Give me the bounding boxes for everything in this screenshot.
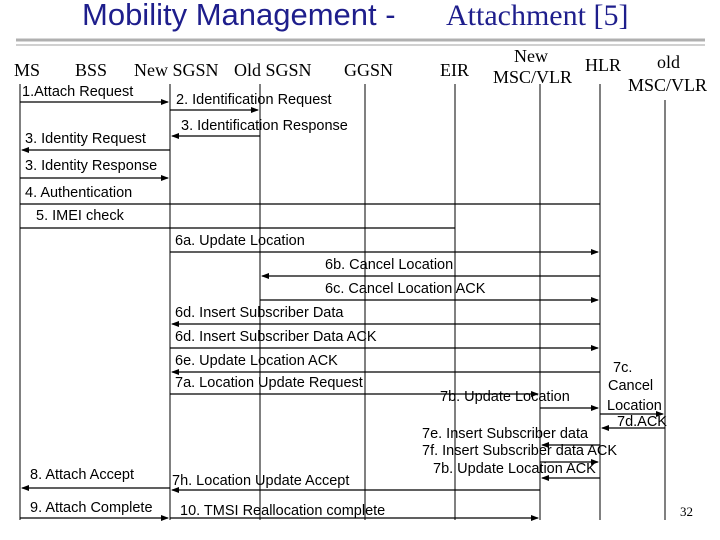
msg-location-update-accept: 7h. Location Update Accept [172,473,350,489]
entity-new-sgsn: New SGSN [134,60,219,80]
msg-insert-subscriber-data: 6d. Insert Subscriber Data [175,305,344,321]
msg-attach-complete: 9. Attach Complete [30,500,153,516]
msg-authentication: 4. Authentication [25,185,133,201]
slide-subtitle: Attachment [5] [446,0,629,32]
msg-cancel-location-7c-line2: Cancel [608,378,654,394]
msg-cancel-location-ack: 6c. Cancel Location ACK [325,281,486,297]
msg-imei-check: 5. IMEI check [36,208,124,224]
msg-insert-subscriber-data-vlr: 7e. Insert Subscriber data [422,426,589,442]
entity-new-msc-vlr-line1: New [514,46,548,66]
msg-insert-subscriber-data-ack: 6d. Insert Subscriber Data ACK [175,329,377,345]
msg-location-update-request: 7a. Location Update Request [175,375,363,391]
msg-insert-subscriber-data-vlr-ack: 7f. Insert Subscriber data ACK [422,443,618,459]
entity-eir: EIR [440,60,469,80]
entity-ggsn: GGSN [344,60,394,80]
msg-identification-request: 2. Identification Request [176,92,332,108]
msg-old-vlr-ack: 7d.ACK [617,414,667,430]
entity-old-sgsn: Old SGSN [234,60,312,80]
msg-update-location: 6a. Update Location [175,233,305,249]
msg-attach-request: 1.Attach Request [22,84,134,100]
entity-old-msc-vlr-line2: MSC/VLR [628,75,708,95]
slide-title: Mobility Management - [82,0,396,32]
msg-cancel-location-7c-line3: Location [607,398,662,414]
msg-identity-request: 3. Identity Request [25,131,146,147]
msg-cancel-location-7c-line1: 7c. [613,360,633,376]
msg-identity-response: 3. Identity Response [25,158,158,174]
msg-cancel-location: 6b. Cancel Location [325,257,454,273]
entity-bss: BSS [75,60,108,80]
page-number: 32 [680,504,693,519]
entity-hlr: HLR [585,55,621,75]
msg-tmsi-reallocation-complete: 10. TMSI Reallocation complete [180,503,386,519]
entity-new-msc-vlr-line2: MSC/VLR [493,67,573,87]
msg-identification-response: 3. Identification Response [181,118,348,134]
msg-vlr-update-location-ack: 7b. Update Location ACK [433,461,596,477]
msg-update-location-ack: 6e. Update Location ACK [175,353,338,369]
msg-attach-accept: 8. Attach Accept [30,467,134,483]
entity-ms: MS [14,60,41,80]
entity-old-msc-vlr-line1: old [657,52,681,72]
msg-vlr-update-location: 7b. Update Location [440,389,570,405]
